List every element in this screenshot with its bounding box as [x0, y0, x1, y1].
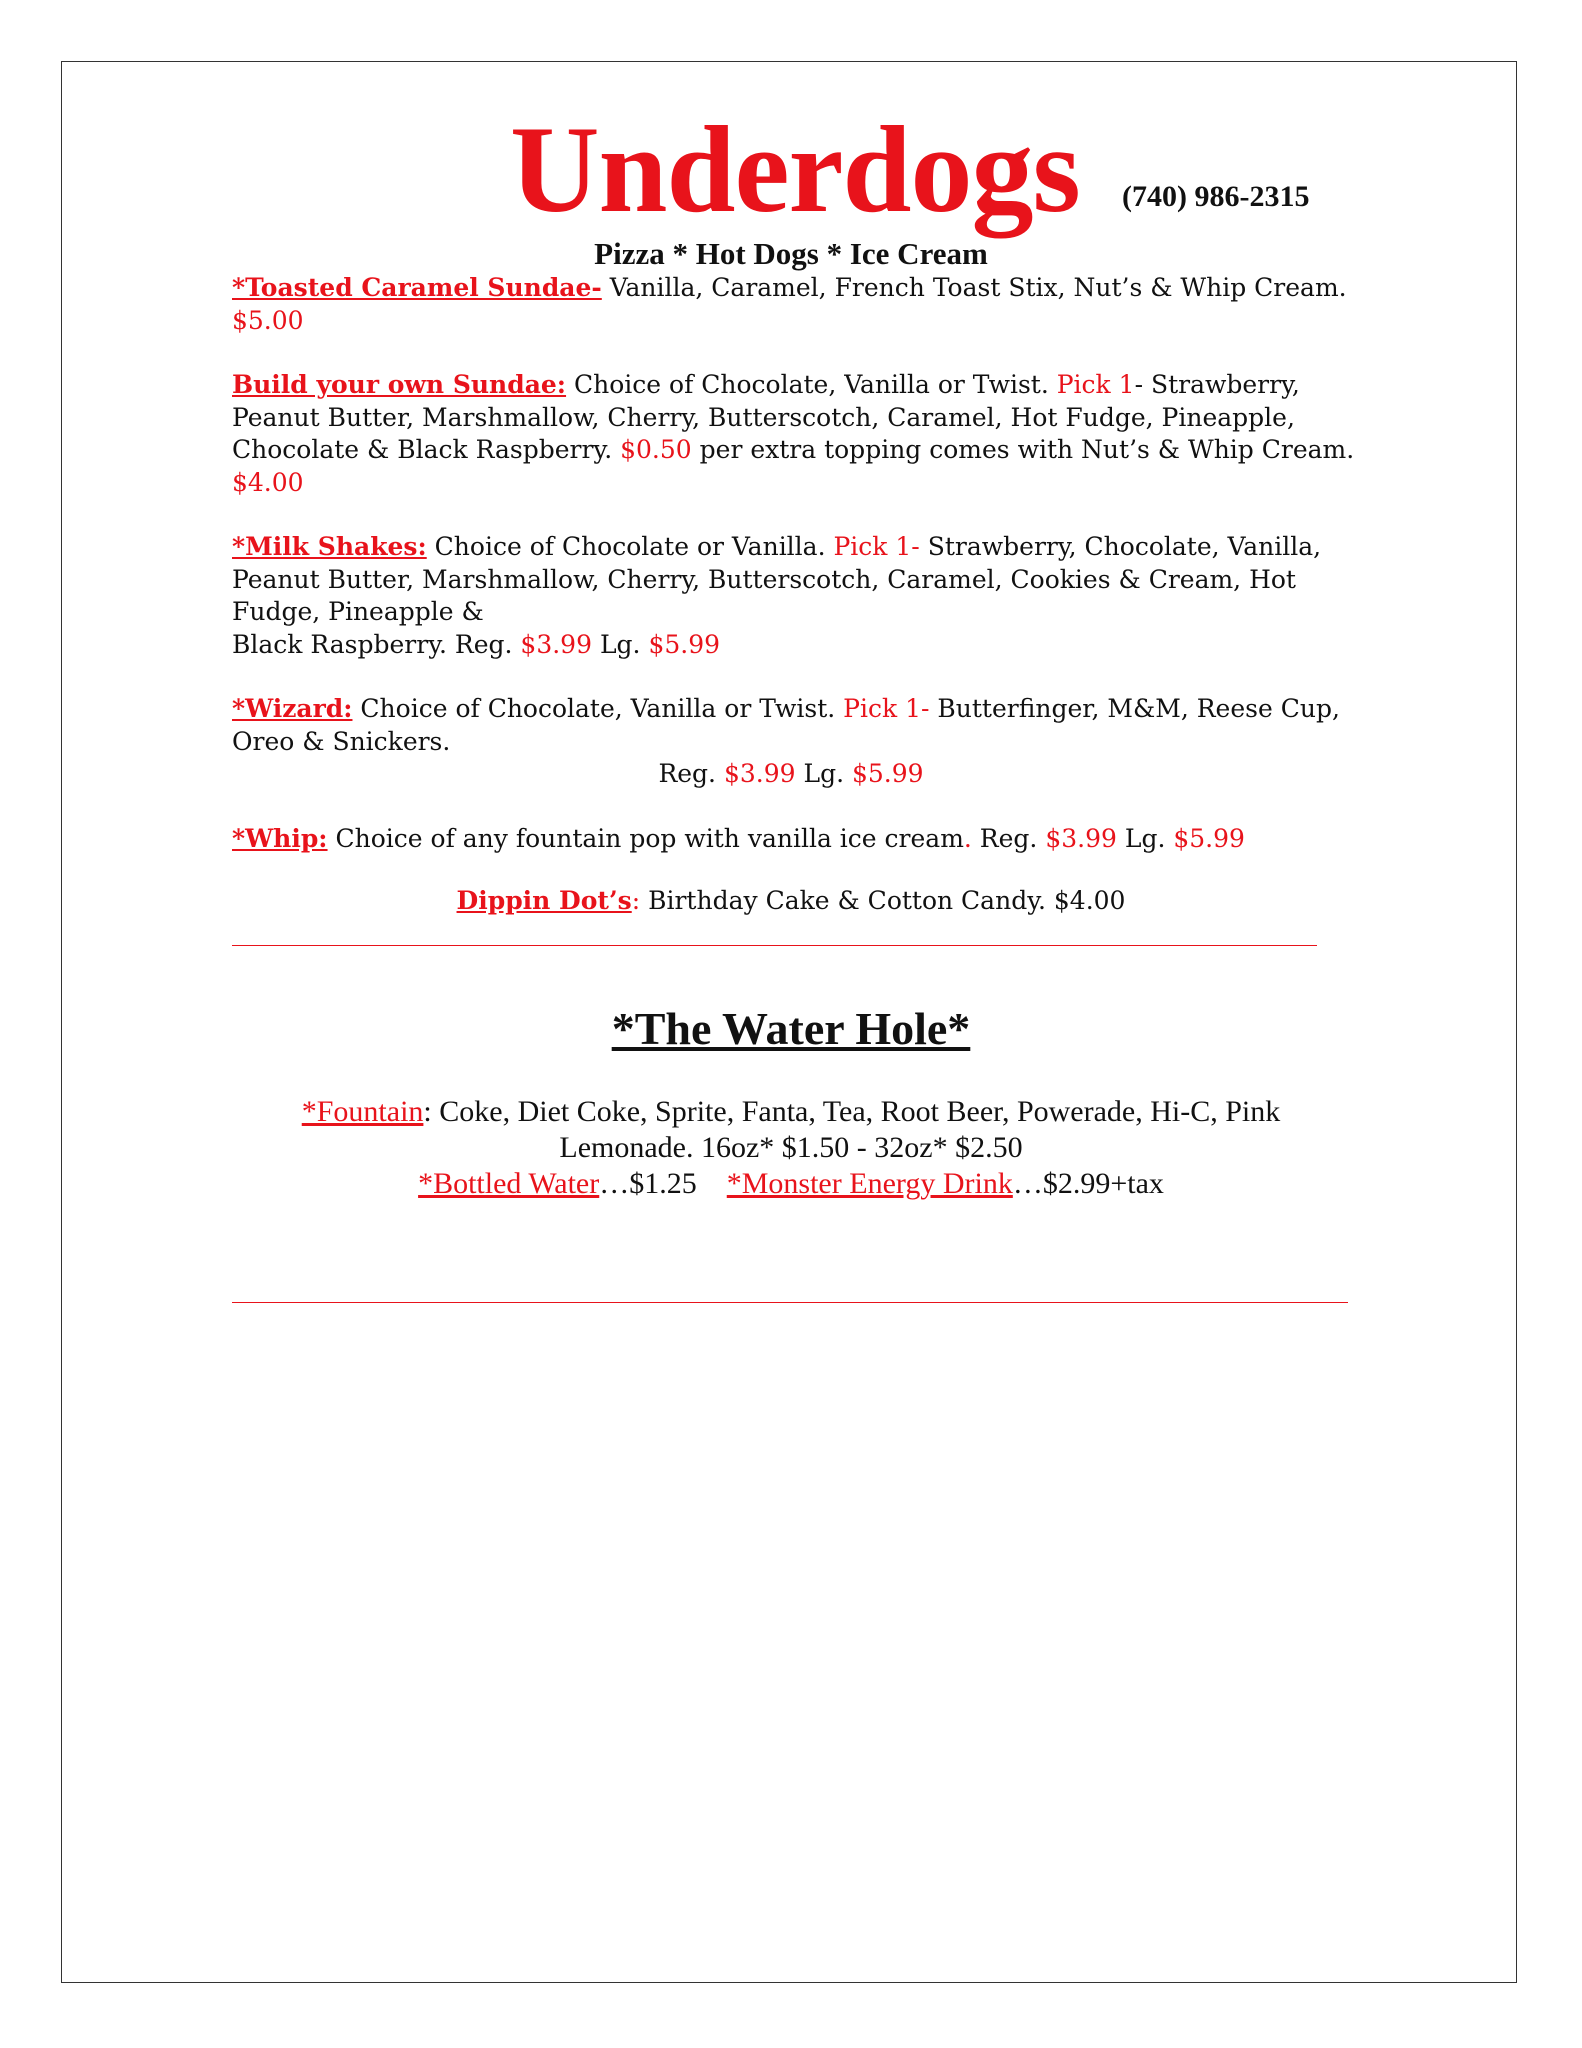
- menu-item-toasted-caramel-sundae: [232, 272, 1362, 337]
- item-desc: Choice of any fountain pop with vanilla ice cream: [327, 824, 964, 853]
- fountain-desc: : Coke, Diet Coke, Sprite, Fanta, Tea, Root Beer, Powerade, Hi-C, Pink Lemonade. 16oz* $1.50 - 32oz* $2.50: [423, 1095, 1281, 1164]
- pick-label: Pick 1-: [843, 694, 930, 723]
- item-desc: Vanilla, Caramel, French Toast Stix, Nut’s & Whip Cream.: [601, 273, 1347, 302]
- item-desc: Choice of Chocolate, Vanilla or Twist.: [566, 370, 1057, 399]
- item-desc: - Strawberry, Peanut Butter, Marshmallow, Cherry, Butterscotch, Caramel, Hot Fudge, Pineapple, Chocolate & Black Raspberry.: [232, 370, 1300, 464]
- item-desc: Choice of Chocolate or Vanilla.: [426, 532, 834, 561]
- water-hole-items: [0, 1094, 1582, 1202]
- item-name: *Toasted Caramel Sundae-: [232, 273, 602, 302]
- extra-price: $0.50: [620, 435, 692, 464]
- item-name: Build your own Sundae:: [232, 370, 567, 399]
- menu-item-dippin-dots: [0, 885, 1582, 918]
- fountain-name: *Fountain: [301, 1095, 424, 1128]
- regular-label: Reg.: [971, 824, 1046, 853]
- item-dot: .: [963, 824, 972, 853]
- subtitle: Pizza * Hot Dogs * Ice Cream: [594, 236, 988, 271]
- phone-number: (740) 986-2315: [1122, 180, 1310, 213]
- large-label: Lg.: [592, 629, 649, 659]
- wizard-prices: [0, 758, 1582, 791]
- fountain-line: [0, 1094, 1582, 1166]
- item-desc: per extra topping comes with Nut’s & Whip Cream.: [691, 435, 1355, 464]
- divider-top: [232, 945, 1317, 946]
- large-label: Lg.: [795, 759, 852, 788]
- monster-name: *Monster Energy Drink: [726, 1167, 1013, 1200]
- item-name: *Whip:: [232, 824, 328, 853]
- item-name: Dippin Dot’s: [456, 886, 632, 915]
- bottled-water-name: *Bottled Water: [418, 1167, 600, 1200]
- menu-item-milk-shakes: [232, 531, 1362, 661]
- restaurant-title: Underdogs: [510, 101, 1080, 238]
- item-desc: Black Raspberry. Reg.: [232, 629, 521, 659]
- divider-bottom: [232, 1302, 1348, 1303]
- regular-label: Reg.: [658, 759, 724, 788]
- price-regular: $3.99: [520, 629, 592, 659]
- pick-label: Pick 1-: [833, 532, 920, 561]
- item-price: $4.00: [232, 467, 304, 497]
- price-regular: $3.99: [723, 759, 796, 788]
- item-colon: :: [631, 886, 641, 915]
- monster-price: …$2.99+tax: [1012, 1167, 1164, 1200]
- item-desc: Strawberry, Chocolate, Vanilla, Peanut Butter, Marshmallow, Cherry, Butterscotch, Caramel, Cookies & Cream, Hot Fudge, Pineapple &: [232, 532, 1322, 626]
- item-desc: Butterfinger, M&M, Reese Cup, Oreo & Snickers.: [232, 694, 1340, 756]
- bottled-water-price: …$1.25: [599, 1167, 697, 1200]
- price-regular: $3.99: [1045, 824, 1117, 853]
- bottled-monster-line: [0, 1166, 1582, 1202]
- pick-label: Pick 1: [1056, 370, 1135, 399]
- price-large: $5.99: [851, 759, 924, 788]
- item-price: $5.00: [232, 305, 304, 335]
- menu-item-wizard: [232, 693, 1362, 758]
- item-name: *Wizard:: [232, 694, 353, 723]
- water-hole-title: *The Water Hole*: [611, 1003, 971, 1054]
- item-desc: Choice of Chocolate, Vanilla or Twist.: [352, 694, 844, 723]
- price-large: $5.99: [1173, 824, 1245, 853]
- item-name: *Milk Shakes:: [232, 532, 427, 561]
- price-large: $5.99: [648, 629, 721, 659]
- menu-item-whip: [232, 823, 1362, 856]
- large-label: Lg.: [1116, 824, 1174, 853]
- item-desc: Birthday Cake & Cotton Candy. $4.00: [640, 886, 1126, 915]
- menu-item-build-sundae: [232, 369, 1362, 499]
